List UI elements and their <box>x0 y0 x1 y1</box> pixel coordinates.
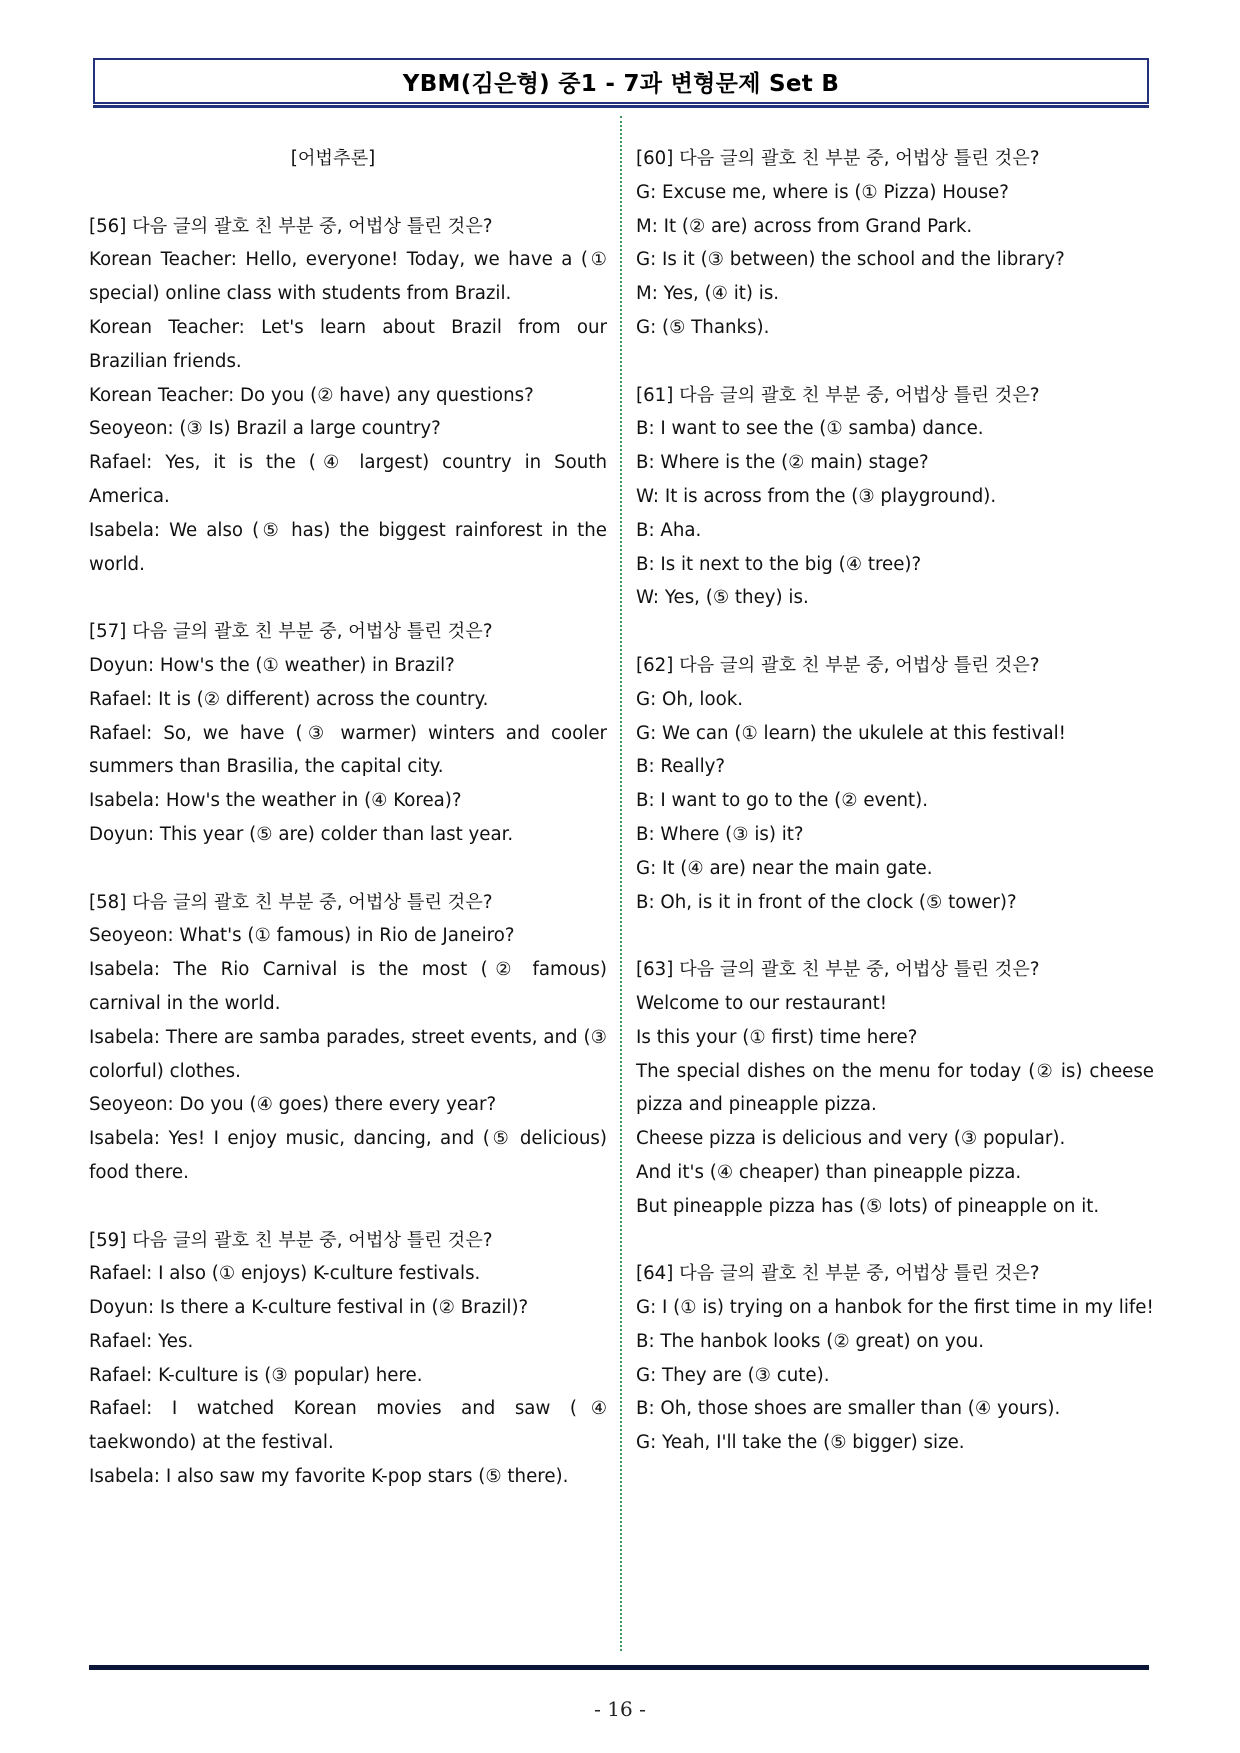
dialogue-line: G: Is it (③ between) the school and the library? <box>636 249 1065 271</box>
dialogue-line: Seoyeon: What's (① famous) in Rio de Janeiro? <box>89 925 515 947</box>
dialogue-line: Seoyeon: (③ Is) Brazil a large country? <box>89 418 441 440</box>
question-block <box>89 886 607 1190</box>
dialogue-line: B: Is it next to the big (④ tree)? <box>636 553 922 575</box>
column-divider <box>620 116 622 1651</box>
dialogue-line: B: I want to go to the (② event). <box>636 790 929 812</box>
dialogue-line: Isabela: There are samba parades, street events, and (③ colorful) clothes. <box>89 1026 607 1082</box>
dialogue-line: Rafael: Yes. <box>89 1330 194 1352</box>
footer-rule <box>89 1665 1149 1670</box>
dialogue-line: G: Excuse me, where is (① Pizza) House? <box>636 181 1009 203</box>
dialogue-line: Korean Teacher: Do you (② have) any questions? <box>89 384 534 406</box>
dialogue-line: Korean Teacher: Let's learn about Brazil from our Brazilian friends. <box>89 316 607 372</box>
dialogue-line: Isabela: Yes! I enjoy music, dancing, and (⑤ delicious) food there. <box>89 1128 607 1183</box>
dialogue-line: Isabela: The Rio Carnival is the most (② famous) carnival in the world. <box>89 959 607 1014</box>
question-title: [64] 다음 글의 괄호 친 부분 중, 어법상 틀린 것은? <box>636 1263 1040 1285</box>
question-title: [58] 다음 글의 괄호 친 부분 중, 어법상 틀린 것은? <box>89 891 493 913</box>
dialogue-line: M: Yes, (④ it) is. <box>636 283 780 305</box>
dialogue-line: Isabela: We also (⑤ has) the biggest rainforest in the world. <box>89 519 607 575</box>
question-title: [61] 다음 글의 괄호 친 부분 중, 어법상 틀린 것은? <box>636 384 1040 406</box>
dialogue-line: Rafael: So, we have (③ warmer) winters and cooler summers than Brasilia, the capital city. <box>89 722 607 778</box>
dialogue-line: Rafael: It is (② different) across the country. <box>89 688 489 710</box>
dialogue-line: G: They are (③ cute). <box>636 1364 830 1386</box>
dialogue-line: B: Oh, those shoes are smaller than (④ yours). <box>636 1398 1061 1420</box>
dialogue-line: B: Oh, is it in front of the clock (⑤ tower)? <box>636 891 1017 913</box>
dialogue-line: Seoyeon: Do you (④ goes) there every year? <box>89 1094 497 1116</box>
right-question-list <box>636 142 1154 1460</box>
question-block <box>89 615 607 852</box>
dialogue-line: G: It (④ are) near the main gate. <box>636 857 933 879</box>
dialogue-line: Doyun: This year (⑤ are) colder than last year. <box>89 823 514 845</box>
dialogue-line: But pineapple pizza has (⑤ lots) of pineapple on it. <box>636 1195 1100 1217</box>
dialogue-line: Doyun: How's the (① weather) in Brazil? <box>89 654 455 676</box>
question-block <box>636 1257 1154 1460</box>
dialogue-line: Welcome to our restaurant! <box>636 992 888 1014</box>
dialogue-line: Rafael: K-culture is (③ popular) here. <box>89 1364 423 1386</box>
dialogue-line: Isabela: I also saw my favorite K-pop stars (⑤ there). <box>89 1466 569 1488</box>
dialogue-line: B: The hanbok looks (② great) on you. <box>636 1330 985 1352</box>
dialogue-line: The special dishes on the menu for today (② is) cheese pizza and pineapple pizza. <box>636 1060 1154 1116</box>
page-title: YBM(김은형) 중1 - 7과 변형문제 Set B <box>402 70 840 97</box>
page-header <box>93 58 1149 104</box>
question-block <box>89 210 607 582</box>
question-block <box>636 953 1154 1223</box>
question-title: [57] 다음 글의 괄호 친 부분 중, 어법상 틀린 것은? <box>89 621 493 643</box>
section-title: [어법추론] <box>290 148 376 169</box>
question-block <box>636 142 1154 345</box>
question-block <box>636 649 1154 919</box>
dialogue-line: Doyun: Is there a K-culture festival in (② Brazil)? <box>89 1297 529 1319</box>
right-column <box>636 142 1154 1460</box>
dialogue-line: W: It is across from the (③ playground). <box>636 485 997 507</box>
dialogue-line: G: Oh, look. <box>636 688 744 710</box>
dialogue-line: Cheese pizza is delicious and very (③ popular). <box>636 1128 1066 1150</box>
page-number: - 16 - <box>594 1697 646 1721</box>
dialogue-line: W: Yes, (⑤ they) is. <box>636 587 809 609</box>
dialogue-line: M: It (② are) across from Grand Park. <box>636 215 973 237</box>
dialogue-line: G: (⑤ Thanks). <box>636 316 770 338</box>
question-title: [56] 다음 글의 괄호 친 부분 중, 어법상 틀린 것은? <box>89 215 493 237</box>
dialogue-line: And it's (④ cheaper) than pineapple pizza. <box>636 1161 1022 1183</box>
dialogue-line: Korean Teacher: Hello, everyone! Today, we have a (① special) online class with students from Brazil. <box>89 249 607 305</box>
dialogue-line: Is this your (① first) time here? <box>636 1026 918 1048</box>
question-title: [63] 다음 글의 괄호 친 부분 중, 어법상 틀린 것은? <box>636 959 1040 981</box>
dialogue-line: Rafael: I watched Korean movies and saw (④ taekwondo) at the festival. <box>89 1398 607 1454</box>
left-column <box>89 142 607 1494</box>
dialogue-line: B: Really? <box>636 756 726 778</box>
left-question-list <box>89 210 607 1494</box>
dialogue-line: B: Where is the (② main) stage? <box>636 452 929 474</box>
dialogue-line: B: I want to see the (① samba) dance. <box>636 418 984 440</box>
dialogue-line: G: We can (① learn) the ukulele at this festival! <box>636 722 1066 744</box>
dialogue-line: G: I (① is) trying on a hanbok for the first time in my life! <box>636 1297 1154 1319</box>
dialogue-line: Rafael: Yes, it is the (④ largest) country in South America. <box>89 452 607 507</box>
dialogue-line: Rafael: I also (① enjoys) K-culture festivals. <box>89 1263 481 1285</box>
dialogue-line: Isabela: How's the weather in (④ Korea)? <box>89 790 462 812</box>
question-title: [62] 다음 글의 괄호 친 부분 중, 어법상 틀린 것은? <box>636 654 1040 676</box>
question-title: [60] 다음 글의 괄호 친 부분 중, 어법상 틀린 것은? <box>636 148 1040 169</box>
question-block <box>636 379 1154 616</box>
dialogue-line: B: Where (③ is) it? <box>636 823 804 845</box>
dialogue-line: G: Yeah, I'll take the (⑤ bigger) size. <box>636 1432 965 1454</box>
question-title: [59] 다음 글의 괄호 친 부분 중, 어법상 틀린 것은? <box>89 1229 493 1251</box>
question-block <box>89 1224 607 1494</box>
dialogue-line: B: Aha. <box>636 519 702 541</box>
